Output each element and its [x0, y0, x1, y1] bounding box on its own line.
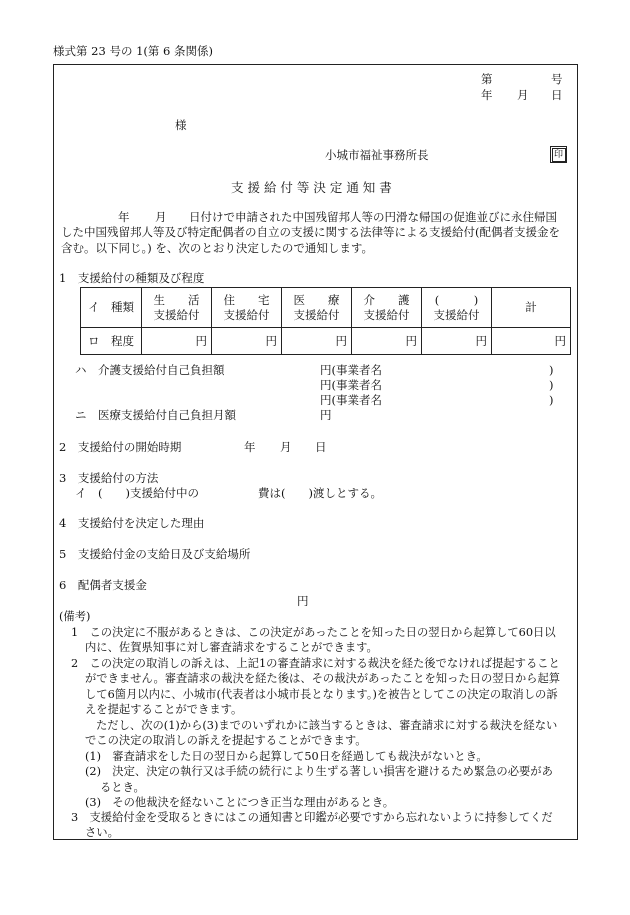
start-month: 月 [280, 440, 292, 454]
note-line: 3 支援給付金を受取るときにはこの通知書と印鑑が必要ですから忘れないように持参してくだ [71, 811, 553, 824]
section3-heading: 3 支援給付の方法 [59, 471, 159, 485]
note-line: えを提起することができます。 [85, 703, 243, 716]
intro-year: 年 [118, 210, 130, 224]
medical-copay-label: ニ 医療支援給付自己負担月額 [75, 408, 236, 422]
care-copay-close-2: ) [549, 378, 554, 392]
form-number: 様式第 23 号の 1(第 6 条関係) [53, 44, 214, 58]
degree-medical: 円 [282, 328, 352, 355]
start-day: 日 [315, 440, 327, 454]
note-line: (2) 決定、決定の執行又は手続の続行により生ずる著しい損害を避けるため緊急の必要があ [85, 765, 553, 778]
kind-housing: 住 宅 支援給付 [212, 288, 282, 328]
care-copay-line-3: 円(事業者名 [320, 393, 382, 407]
kind-row-label: イ 種類 [81, 288, 142, 328]
notes-heading: (備考) [59, 610, 91, 623]
note-line: 内に、佐賀県知事に対し審査請求をすることができます。 [85, 641, 378, 654]
degree-care: 円 [352, 328, 422, 355]
date-year: 年 [481, 88, 493, 102]
benefit-kinds-table [80, 287, 571, 355]
note-line: 2 この決定の取消しの訴えは、上記1の審査請求に対する裁決を経た後でなければ提起すること [71, 657, 560, 670]
doc-number-suffix: 号 [551, 72, 563, 86]
degree-total: 円 [492, 328, 571, 355]
note-line: ただし、次の(1)から(3)までのいずれかに該当するときは、審査請求に対する裁決を経ない [96, 719, 558, 732]
note-line: でこの決定の取消しの訴えを提起することができます。 [85, 734, 367, 747]
issuer-name: 小城市福祉事務所長 [325, 148, 429, 162]
intro-month: 月 [155, 210, 167, 224]
kind-medical: 医 療 支援給付 [282, 288, 352, 328]
care-copay-line-1: 円(事業者名 [320, 363, 382, 377]
kind-care: 介 護 支援給付 [352, 288, 422, 328]
seal-mark: 印 [550, 146, 567, 163]
care-copay-line-2: 円(事業者名 [320, 378, 382, 392]
section5-heading: 5 支援給付金の支給日及び支給場所 [59, 547, 251, 561]
note-line: 1 この決定に不服があるときは、この決定があったことを知った日の翌日から起算して60日以 [71, 626, 556, 639]
care-copay-label: ハ 介護支援給付自己負担額 [75, 363, 225, 377]
kind-total: 計 [492, 288, 571, 328]
note-line: るとき。 [100, 781, 145, 794]
degree-other: 円 [422, 328, 492, 355]
date-month: 月 [517, 88, 529, 102]
doc-number-prefix: 第 [481, 72, 493, 86]
medical-copay-yen: 円 [320, 408, 332, 422]
document-title: 支 援 給 付 等 決 定 通 知 書 [231, 180, 392, 195]
note-line: (3) その他裁決を経ないことにつき正当な理由があるとき。 [85, 796, 395, 809]
note-line: ができません。審査請求の裁決を経た後は、その裁決があったことを知った日の翌日から起算 [85, 672, 561, 685]
addressee-suffix: 様 [175, 118, 187, 132]
note-line: (1) 審査請求をした日の翌日から起算して50日を経過しても裁決がないとき。 [85, 750, 488, 763]
kind-living: 生 活 支援給付 [142, 288, 212, 328]
degree-housing: 円 [212, 328, 282, 355]
intro-line2: した中国残留邦人等及び特定配偶者の自立の支援に関する法律等による支援給付(配偶者支援金を [61, 225, 560, 239]
spouse-support-yen: 円 [297, 594, 309, 608]
method-line-b: 費は( )渡しとする。 [258, 486, 382, 500]
section1-heading: 1 支援給付の種類及び程度 [59, 271, 205, 285]
start-year: 年 [244, 440, 256, 454]
care-copay-close-1: ) [549, 363, 554, 377]
note-line: さい。 [85, 826, 119, 839]
date-day: 日 [551, 88, 563, 102]
section6-heading: 6 配偶者支援金 [59, 578, 147, 592]
note-line: して6箇月以内に、小城市(代表者は小城市長となります。)を被告としてこの決定の取消しの訴 [85, 688, 558, 701]
degree-living: 円 [142, 328, 212, 355]
section4-heading: 4 支援給付を決定した理由 [59, 516, 205, 530]
intro-line3: 含む。以下同じ。) を、次のとおり決定したので通知します。 [61, 241, 373, 255]
kind-other: ( ) 支援給付 [422, 288, 492, 328]
intro-line1: 日付けで申請された中国残留邦人等の円滑な帰国の促進並びに永住帰国 [189, 210, 557, 224]
degree-row-label: ロ 程度 [81, 328, 142, 355]
care-copay-close-3: ) [549, 393, 554, 407]
method-line-a: イ ( )支援給付中の [75, 486, 199, 500]
section2-heading: 2 支援給付の開始時期 [59, 440, 182, 454]
